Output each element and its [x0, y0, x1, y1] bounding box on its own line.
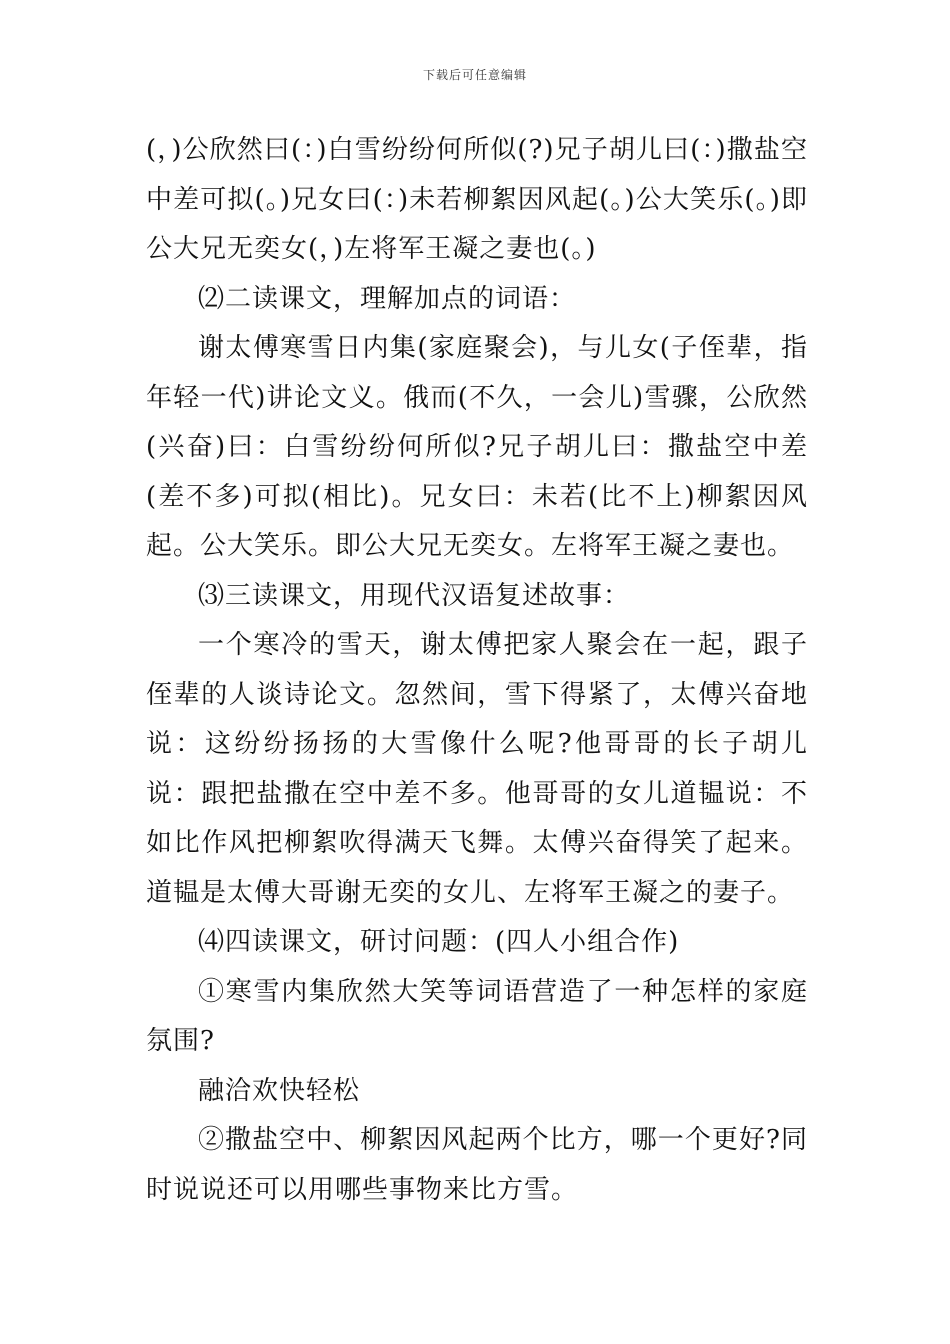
paragraph-question-2: ②撒盐空中、柳絮因风起两个比方，哪一个更好?同时说说还可以用哪些事物来比方雪。 — [146, 1125, 808, 1205]
paragraph-annotated-text: 谢太傅寒雪日内集(家庭聚会)，与儿女(子侄辈，指年轻一代)讲论文义。俄而(不久，一会儿)雪骤，公欣然(兴奋)曰：白雪纷纷何所似?兄子胡儿曰：撒盐空中差(差不多)可拟(相比)。兄女曰：未若(比不上)柳絮因风起。公大笑乐。即公大兄无奕女。左将军王凝之妻也。 — [146, 333, 808, 561]
paragraph-punctuation-exercise: (，)公欣然曰(：)白雪纷纷何所似(?)兄子胡儿曰(：)撒盐空中差可拟(。)兄女曰(：)未若柳絮因风起(。)公大笑乐(。)即公大兄无奕女(，)左将军王凝之妻也(。) — [146, 135, 808, 264]
paragraph-step-2-heading: ⑵二读课文，理解加点的词语： — [198, 283, 577, 314]
page-header: 下载后可任意编辑 — [422, 68, 527, 82]
paragraph-question-1: ①寒雪内集欣然大笑等词语营造了一种怎样的家庭氛围? — [146, 976, 808, 1056]
paragraph-step-4-heading: ⑷四读课文，研讨问题：(四人小组合作) — [198, 927, 680, 957]
paragraph-step-3-heading: ⑶三读课文，用现代汉语复述故事： — [198, 580, 631, 611]
document-body — [146, 126, 808, 1215]
paragraph-modern-retelling: 一个寒冷的雪天，谢太傅把家人聚会在一起，跟子侄辈的人谈诗论文。忽然间，雪下得紧了，太傅兴奋地说：这纷纷扬扬的大雪像什么呢?他哥哥的长子胡儿说：跟把盐撒在空中差不多。他哥哥的女儿道韫说：不如比作风把柳絮吹得满天飞舞。太傅兴奋得笑了起来。道韫是太傅大哥谢无奕的女儿、左将军王凝之的妻子。 — [146, 630, 808, 908]
paragraph-answer-1: 融洽欢快轻松 — [198, 1075, 361, 1106]
